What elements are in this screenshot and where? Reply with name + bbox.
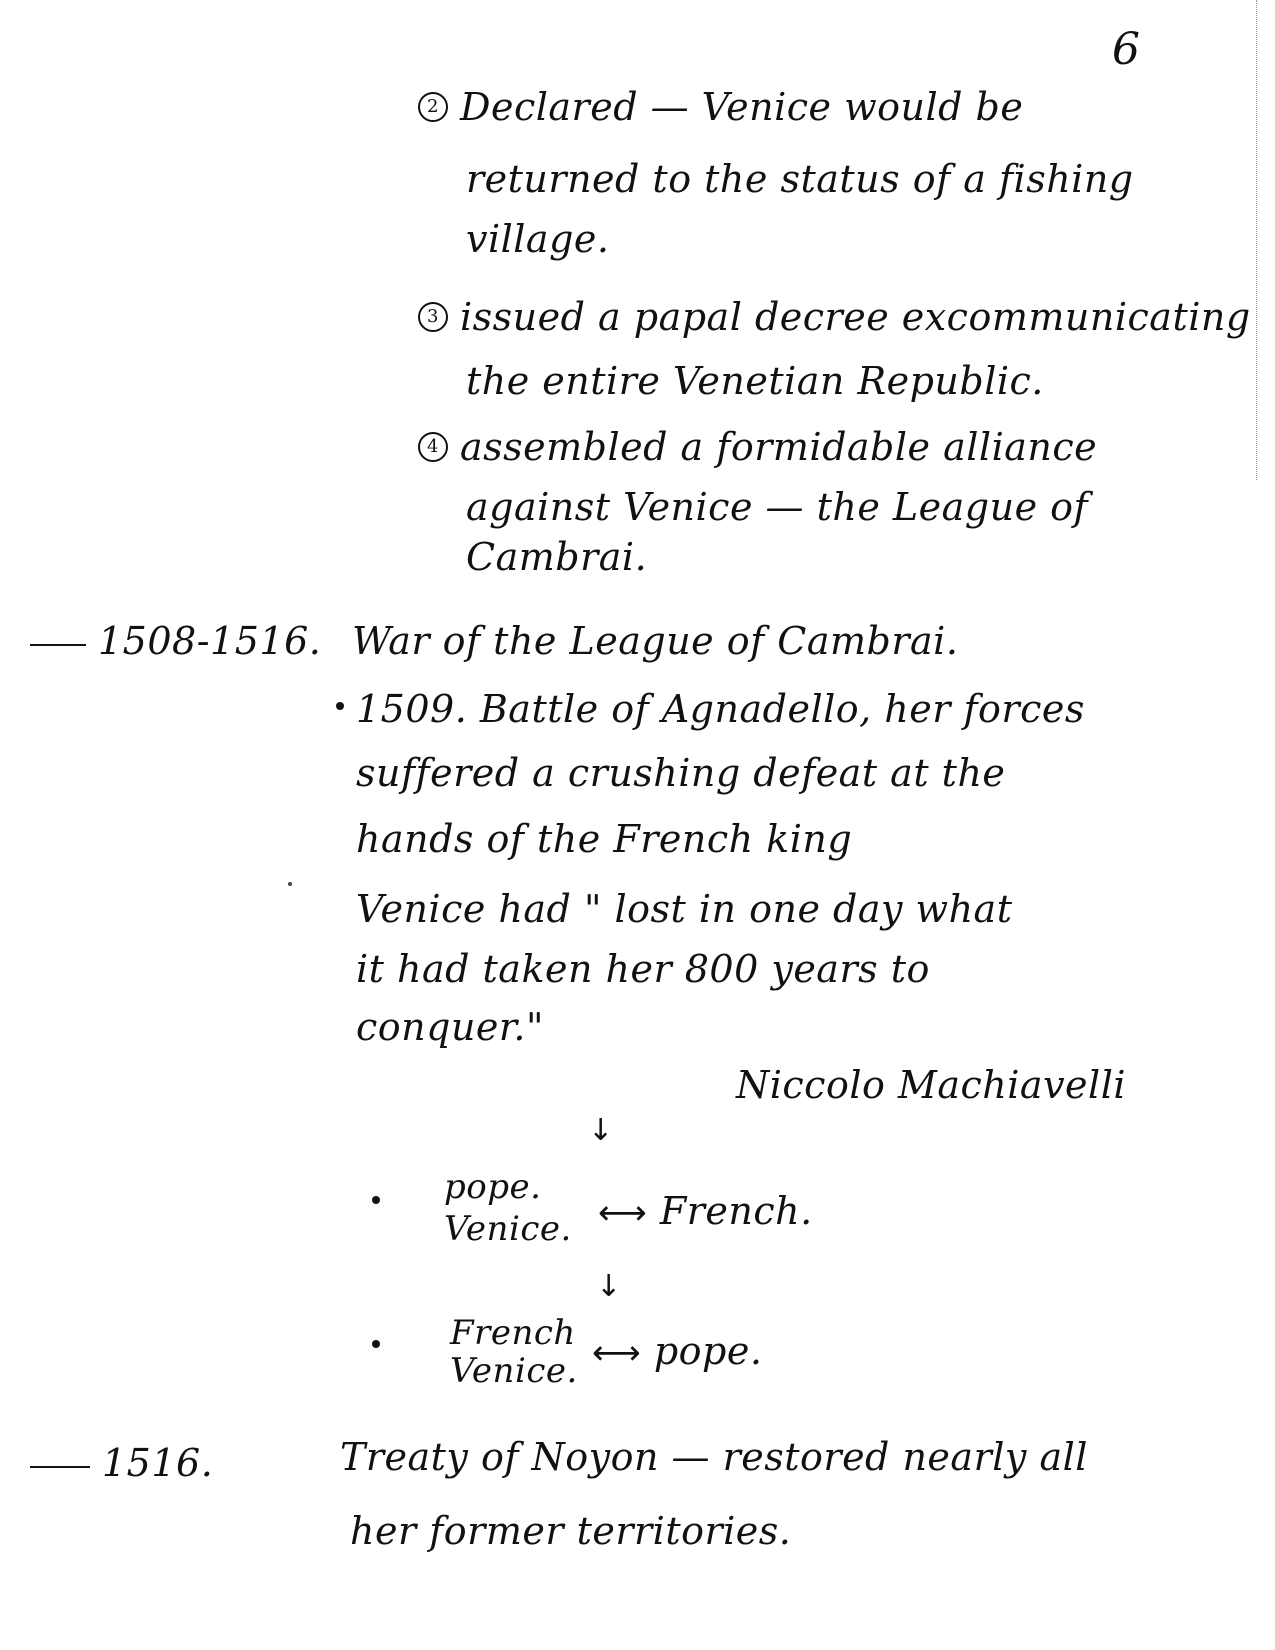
item-3-number: 3 xyxy=(418,302,448,332)
down-arrow-icon-2: ↓ xyxy=(596,1269,622,1304)
alliance-bullet-1 xyxy=(372,1196,380,1204)
alliance-1-pair xyxy=(598,1189,813,1233)
page-number: 6 xyxy=(1112,24,1141,75)
alliance-1-left-top: pope. xyxy=(444,1167,542,1207)
alliance-1-right: French. xyxy=(659,1189,813,1233)
alliance-1-left-bottom: Venice. xyxy=(444,1209,572,1249)
item-3-line-2: the entire Venetian Republic. xyxy=(466,359,1044,403)
alliance-bullet-2 xyxy=(372,1340,380,1348)
quote-line-2: it had taken her 800 years to xyxy=(356,947,930,991)
battle-line-3: hands of the French king xyxy=(356,817,853,861)
treaty-line-1: Treaty of Noyon — restored nearly all xyxy=(340,1435,1088,1479)
quote-line-1: Venice had " lost in one day what xyxy=(356,887,1013,931)
double-arrow-icon-1: ⟷ xyxy=(598,1193,648,1233)
item-4-line-1 xyxy=(418,425,1098,469)
treaty-date-dash xyxy=(30,1466,90,1468)
down-arrow-icon-1: ↓ xyxy=(588,1113,614,1148)
double-arrow-icon-2: ⟷ xyxy=(592,1333,642,1373)
war-title: War of the League of Cambrai. xyxy=(352,619,959,663)
battle-line-2: suffered a crushing defeat at the xyxy=(356,751,1006,795)
ink-speck xyxy=(288,882,292,886)
treaty-date: 1516. xyxy=(102,1441,214,1485)
scan-edge-line xyxy=(1254,0,1257,480)
item-4-number: 4 xyxy=(418,432,448,462)
battle-bullet xyxy=(336,702,344,710)
alliance-2-pair xyxy=(592,1329,763,1373)
item-2-number: 2 xyxy=(418,92,448,122)
war-date-label xyxy=(30,619,322,663)
alliance-2-left-top: French xyxy=(450,1313,576,1353)
item-4-text-1: assembled a formidable alliance xyxy=(460,425,1098,469)
war-date-dash xyxy=(30,644,86,646)
item-4-line-2: against Venice — the League of xyxy=(466,485,1089,529)
treaty-line-2: her former territories. xyxy=(350,1509,792,1553)
item-3-line-1 xyxy=(418,295,1251,339)
battle-line-1: 1509. Battle of Agnadello, her forces xyxy=(356,687,1085,731)
alliance-2-left-bottom: Venice. xyxy=(450,1351,578,1391)
item-4-line-3: Cambrai. xyxy=(466,535,648,579)
alliance-2-right: pope. xyxy=(653,1329,763,1373)
war-date: 1508-1516. xyxy=(98,619,322,663)
treaty-date-label xyxy=(30,1441,214,1485)
item-3-text-1: issued a papal decree excommunicating xyxy=(460,295,1251,339)
item-2-text-1: Declared — Venice would be xyxy=(460,85,1024,129)
item-2-line-1 xyxy=(418,85,1024,129)
quote-author: Niccolo Machiavelli xyxy=(736,1063,1127,1107)
item-2-line-3: village. xyxy=(466,217,610,261)
item-2-line-2: returned to the status of a fishing xyxy=(466,157,1134,201)
quote-line-3: conquer." xyxy=(356,1005,544,1049)
